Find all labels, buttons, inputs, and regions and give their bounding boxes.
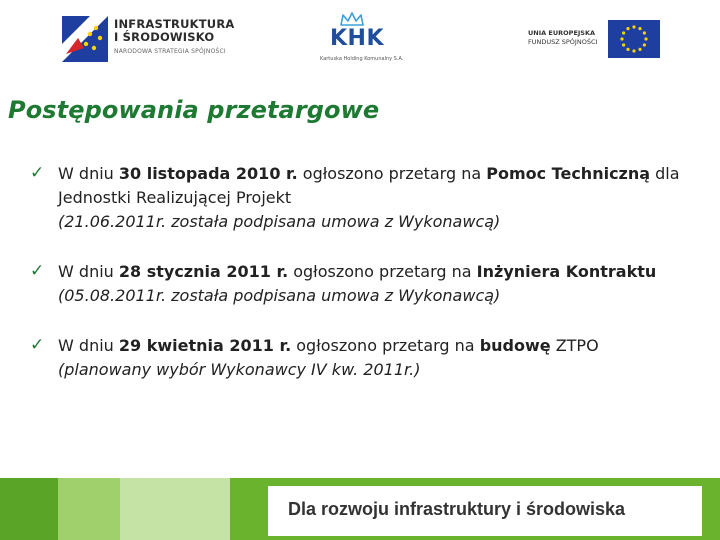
bullet-date: 29 kwietnia 2011 r. bbox=[118, 336, 292, 355]
footer-bar bbox=[0, 478, 720, 540]
check-icon: ✓ bbox=[30, 163, 45, 183]
bullet-note: (05.08.2011r. została podpisana umowa z Wykonawcą) bbox=[58, 286, 501, 305]
list-item bbox=[30, 260, 700, 308]
check-icon: ✓ bbox=[30, 261, 45, 281]
bullet-text bbox=[58, 162, 700, 234]
khk-logo bbox=[318, 12, 408, 70]
footer-slogan-panel bbox=[268, 486, 702, 536]
footer-decor-block bbox=[58, 478, 120, 540]
bullet-list bbox=[30, 162, 700, 408]
ifs-logo bbox=[60, 14, 235, 70]
slide-title: Postępowania przetargowe bbox=[8, 96, 380, 124]
footer-decor-block bbox=[120, 478, 230, 540]
bullet-note: (21.06.2011r. została podpisana umowa z Wykonawcą) bbox=[58, 212, 501, 231]
ifs-logo-line3: NARODOWA STRATEGIA SPÓJNOŚCI bbox=[114, 48, 226, 55]
list-item bbox=[30, 334, 700, 382]
eu-logo-line1: UNIA EUROPEJSKA bbox=[528, 29, 596, 37]
bullet-text-part: ogłoszono przetarg na bbox=[288, 262, 477, 281]
bullet-text-part: ogłoszono przetarg na bbox=[291, 336, 480, 355]
khk-crown-icon bbox=[340, 12, 364, 26]
bullet-text bbox=[58, 334, 700, 382]
bullet-text-part: W dniu bbox=[58, 262, 119, 281]
bullet-note: (planowany wybór Wykonawcy IV kw. 2011r.) bbox=[58, 360, 421, 379]
bullet-subject: Inżyniera Kontraktu bbox=[476, 262, 657, 281]
bullet-text bbox=[58, 260, 700, 308]
footer-decor-block bbox=[0, 478, 58, 540]
logo-bar bbox=[0, 0, 720, 80]
bullet-text-part: ZTPO bbox=[550, 336, 599, 355]
ifs-flag-icon bbox=[60, 14, 110, 64]
bullet-subject: Pomoc Techniczną bbox=[486, 164, 651, 183]
list-item bbox=[30, 162, 700, 234]
eu-flag-icon bbox=[608, 20, 660, 58]
footer-slogan: Dla rozwoju infrastruktury i środowiska bbox=[288, 499, 626, 519]
ifs-logo-line1: INFRASTRUKTURA bbox=[114, 17, 235, 31]
khk-logo-name: KHK bbox=[330, 26, 385, 51]
ifs-logo-line2: I ŚRODOWISKO bbox=[114, 30, 215, 44]
bullet-text-part: dla Jednostki Realizującej Projekt bbox=[58, 164, 680, 207]
bullet-text-part: W dniu bbox=[58, 164, 119, 183]
bullet-text-part: ogłoszono przetarg na bbox=[297, 164, 487, 183]
bullet-text-part: W dniu bbox=[58, 336, 119, 355]
bullet-date: 30 listopada 2010 r. bbox=[118, 164, 298, 183]
check-icon: ✓ bbox=[30, 335, 45, 355]
khk-logo-subtitle: Kartuska Holding Komunalny S.A. bbox=[320, 56, 404, 62]
eu-logo-line2: FUNDUSZ SPÓJNOŚCI bbox=[528, 38, 598, 46]
eu-logo bbox=[528, 20, 668, 62]
bullet-date: 28 stycznia 2011 r. bbox=[118, 262, 289, 281]
bullet-subject: budowę bbox=[479, 336, 551, 355]
